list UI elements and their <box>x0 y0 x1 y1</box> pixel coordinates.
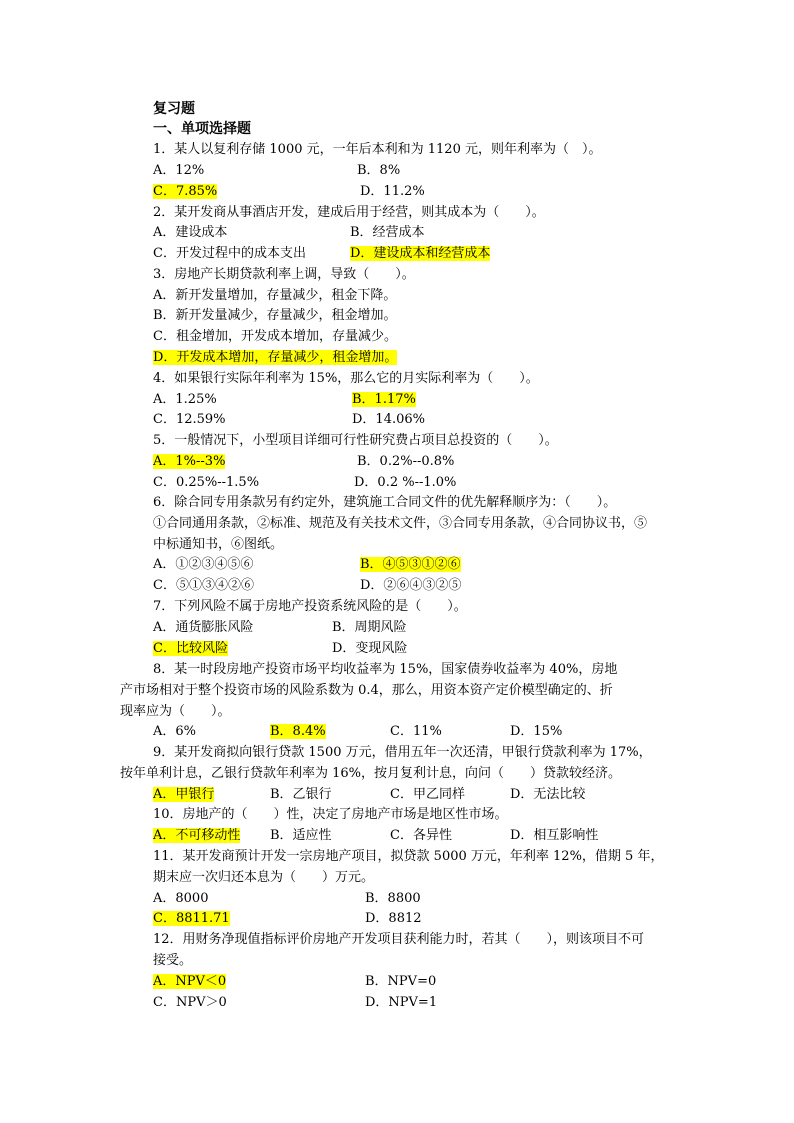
question-stem: 12．用财务净现值指标评价房地产开发项目获利能力时，若其（ ），则该项目不可 <box>153 932 645 947</box>
answer-option: C．甲乙同样 <box>390 787 465 802</box>
answer-option: B．新开发量减少，存量减少，租金增加。 <box>153 308 397 323</box>
answer-option: C．各异性 <box>390 828 452 843</box>
question-stem: 10．房地产的（ ）性，决定了房地产市场是地区性市场。 <box>153 807 508 822</box>
answer-option: A．6% <box>153 724 197 739</box>
answer-option: B．0.2%--0.8% <box>357 454 455 469</box>
answer-option: A．①②③④⑤⑥ <box>153 557 254 572</box>
page-title: 复习题 <box>153 101 195 117</box>
question-stem: 6．除合同专用条款另有约定外，建筑施工合同文件的优先解释顺序为：（ ）。 <box>153 495 617 510</box>
answer-option: A．新开发量增加，存量减少，租金下降。 <box>153 288 397 303</box>
answer-option: D．NPV=1 <box>365 995 438 1010</box>
question-stem: 1．某人以复利存储 1000 元，一年后本利和为 1120 元，则年利率为（ ）。 <box>153 142 602 157</box>
answer-option: A．1.25% <box>153 392 217 407</box>
answer-option: D．②⑥④③②⑤ <box>360 578 462 593</box>
question-stem: ①合同通用条款，②标准、规范及有关技术文件，③合同专用条款，④合同协议书，⑤ <box>153 516 648 531</box>
section-heading: 一、单项选择题 <box>153 121 251 137</box>
correct-answer-option: C．7.85% <box>153 184 218 199</box>
answer-option: D．相互影响性 <box>510 828 599 843</box>
answer-option: A．8000 <box>153 891 209 906</box>
answer-option: B．NPV=0 <box>365 974 437 989</box>
question-stem: 接受。 <box>153 953 193 968</box>
correct-answer-option: C．8811.71 <box>153 911 230 926</box>
question-stem: 9．某开发商拟向银行贷款 1500 万元，借用五年一次还清，甲银行贷款利率为 17%， <box>153 745 652 760</box>
answer-option: D．0.2 %--1.0% <box>354 475 457 490</box>
answer-option: D．8812 <box>365 911 422 926</box>
answer-option: D．14.06% <box>352 412 425 427</box>
answer-option: B．8% <box>357 163 401 178</box>
question-stem: 期末应一次归还本息为（ ）万元。 <box>153 870 375 885</box>
correct-answer-option: B．④⑤③①②⑥ <box>360 557 461 572</box>
answer-option: B．经营成本 <box>350 225 425 240</box>
question-stem: 2．某开发商从事酒店开发，建成后用于经营，则其成本为（ ）。 <box>153 205 545 220</box>
answer-option: B．乙银行 <box>270 787 332 802</box>
correct-answer-option: B．1.17% <box>352 392 416 407</box>
answer-option: A．建设成本 <box>153 225 228 240</box>
answer-option: C．0.25%--1.5% <box>153 475 260 490</box>
answer-option: C．12.59% <box>153 412 226 427</box>
answer-option: C．⑤①③④②⑥ <box>153 578 254 593</box>
question-stem: 按年单利计息，乙银行贷款年利率为 16%，按月复利计息，向问（ ）贷款较经济。 <box>120 766 622 781</box>
question-stem: 中标通知书，⑥图纸。 <box>153 537 284 552</box>
answer-option: A．通货膨胀风险 <box>153 620 254 635</box>
question-stem: 7．下列风险不属于房地产投资系统风险的是（ ）。 <box>153 599 467 614</box>
question-stem: 11．某开发商预计开发一宗房地产项目，拟贷款 5000 万元，年利率 12%，借期 5 年， <box>153 849 664 864</box>
correct-answer-option: A．不可移动性 <box>153 828 241 843</box>
answer-option: D．变现风险 <box>332 641 408 656</box>
answer-option: C．开发过程中的成本支出 <box>153 246 306 261</box>
answer-option: B．周期风险 <box>332 620 407 635</box>
question-stem: 8．某一时段房地产投资市场平均收益率为 15%，国家债券收益率为 40%，房地 <box>153 662 618 677</box>
answer-option: A．12% <box>153 163 205 178</box>
question-stem: 3．房地产长期贷款利率上调，导致（ ）。 <box>153 267 415 282</box>
answer-option: D．15% <box>510 724 563 739</box>
answer-option: B．适应性 <box>270 828 332 843</box>
question-stem: 现率应为（ ）。 <box>120 704 231 719</box>
answer-option: D．无法比较 <box>510 787 586 802</box>
correct-answer-option: A．甲银行 <box>153 787 215 802</box>
correct-answer-option: B．8.4% <box>270 724 326 739</box>
correct-answer-option: C．比较风险 <box>153 641 228 656</box>
answer-option: B．8800 <box>365 891 421 906</box>
answer-option: C．NPV＞0 <box>153 995 227 1010</box>
correct-answer-option: A．NPV＜0 <box>153 974 227 989</box>
question-stem: 4．如果银行实际年利率为 15%，那么它的月实际利率为（ ）。 <box>153 371 539 386</box>
answer-option: D．11.2% <box>360 184 425 199</box>
correct-answer-option: A．1%--3% <box>153 454 226 469</box>
question-stem: 5．一般情况下，小型项目详细可行性研究费占项目总投资的（ ）。 <box>153 433 558 448</box>
answer-option: C．11% <box>390 724 442 739</box>
question-stem: 产市场相对于整个投资市场的风险系数为 0.4，那么，用资本资产定价模型确定的、折 <box>120 683 613 698</box>
correct-answer-option: D．建设成本和经营成本 <box>350 246 491 261</box>
answer-option: C．租金增加，开发成本增加，存量减少。 <box>153 329 397 344</box>
correct-answer-option: D．开发成本增加，存量减少，租金增加。 <box>153 350 398 365</box>
